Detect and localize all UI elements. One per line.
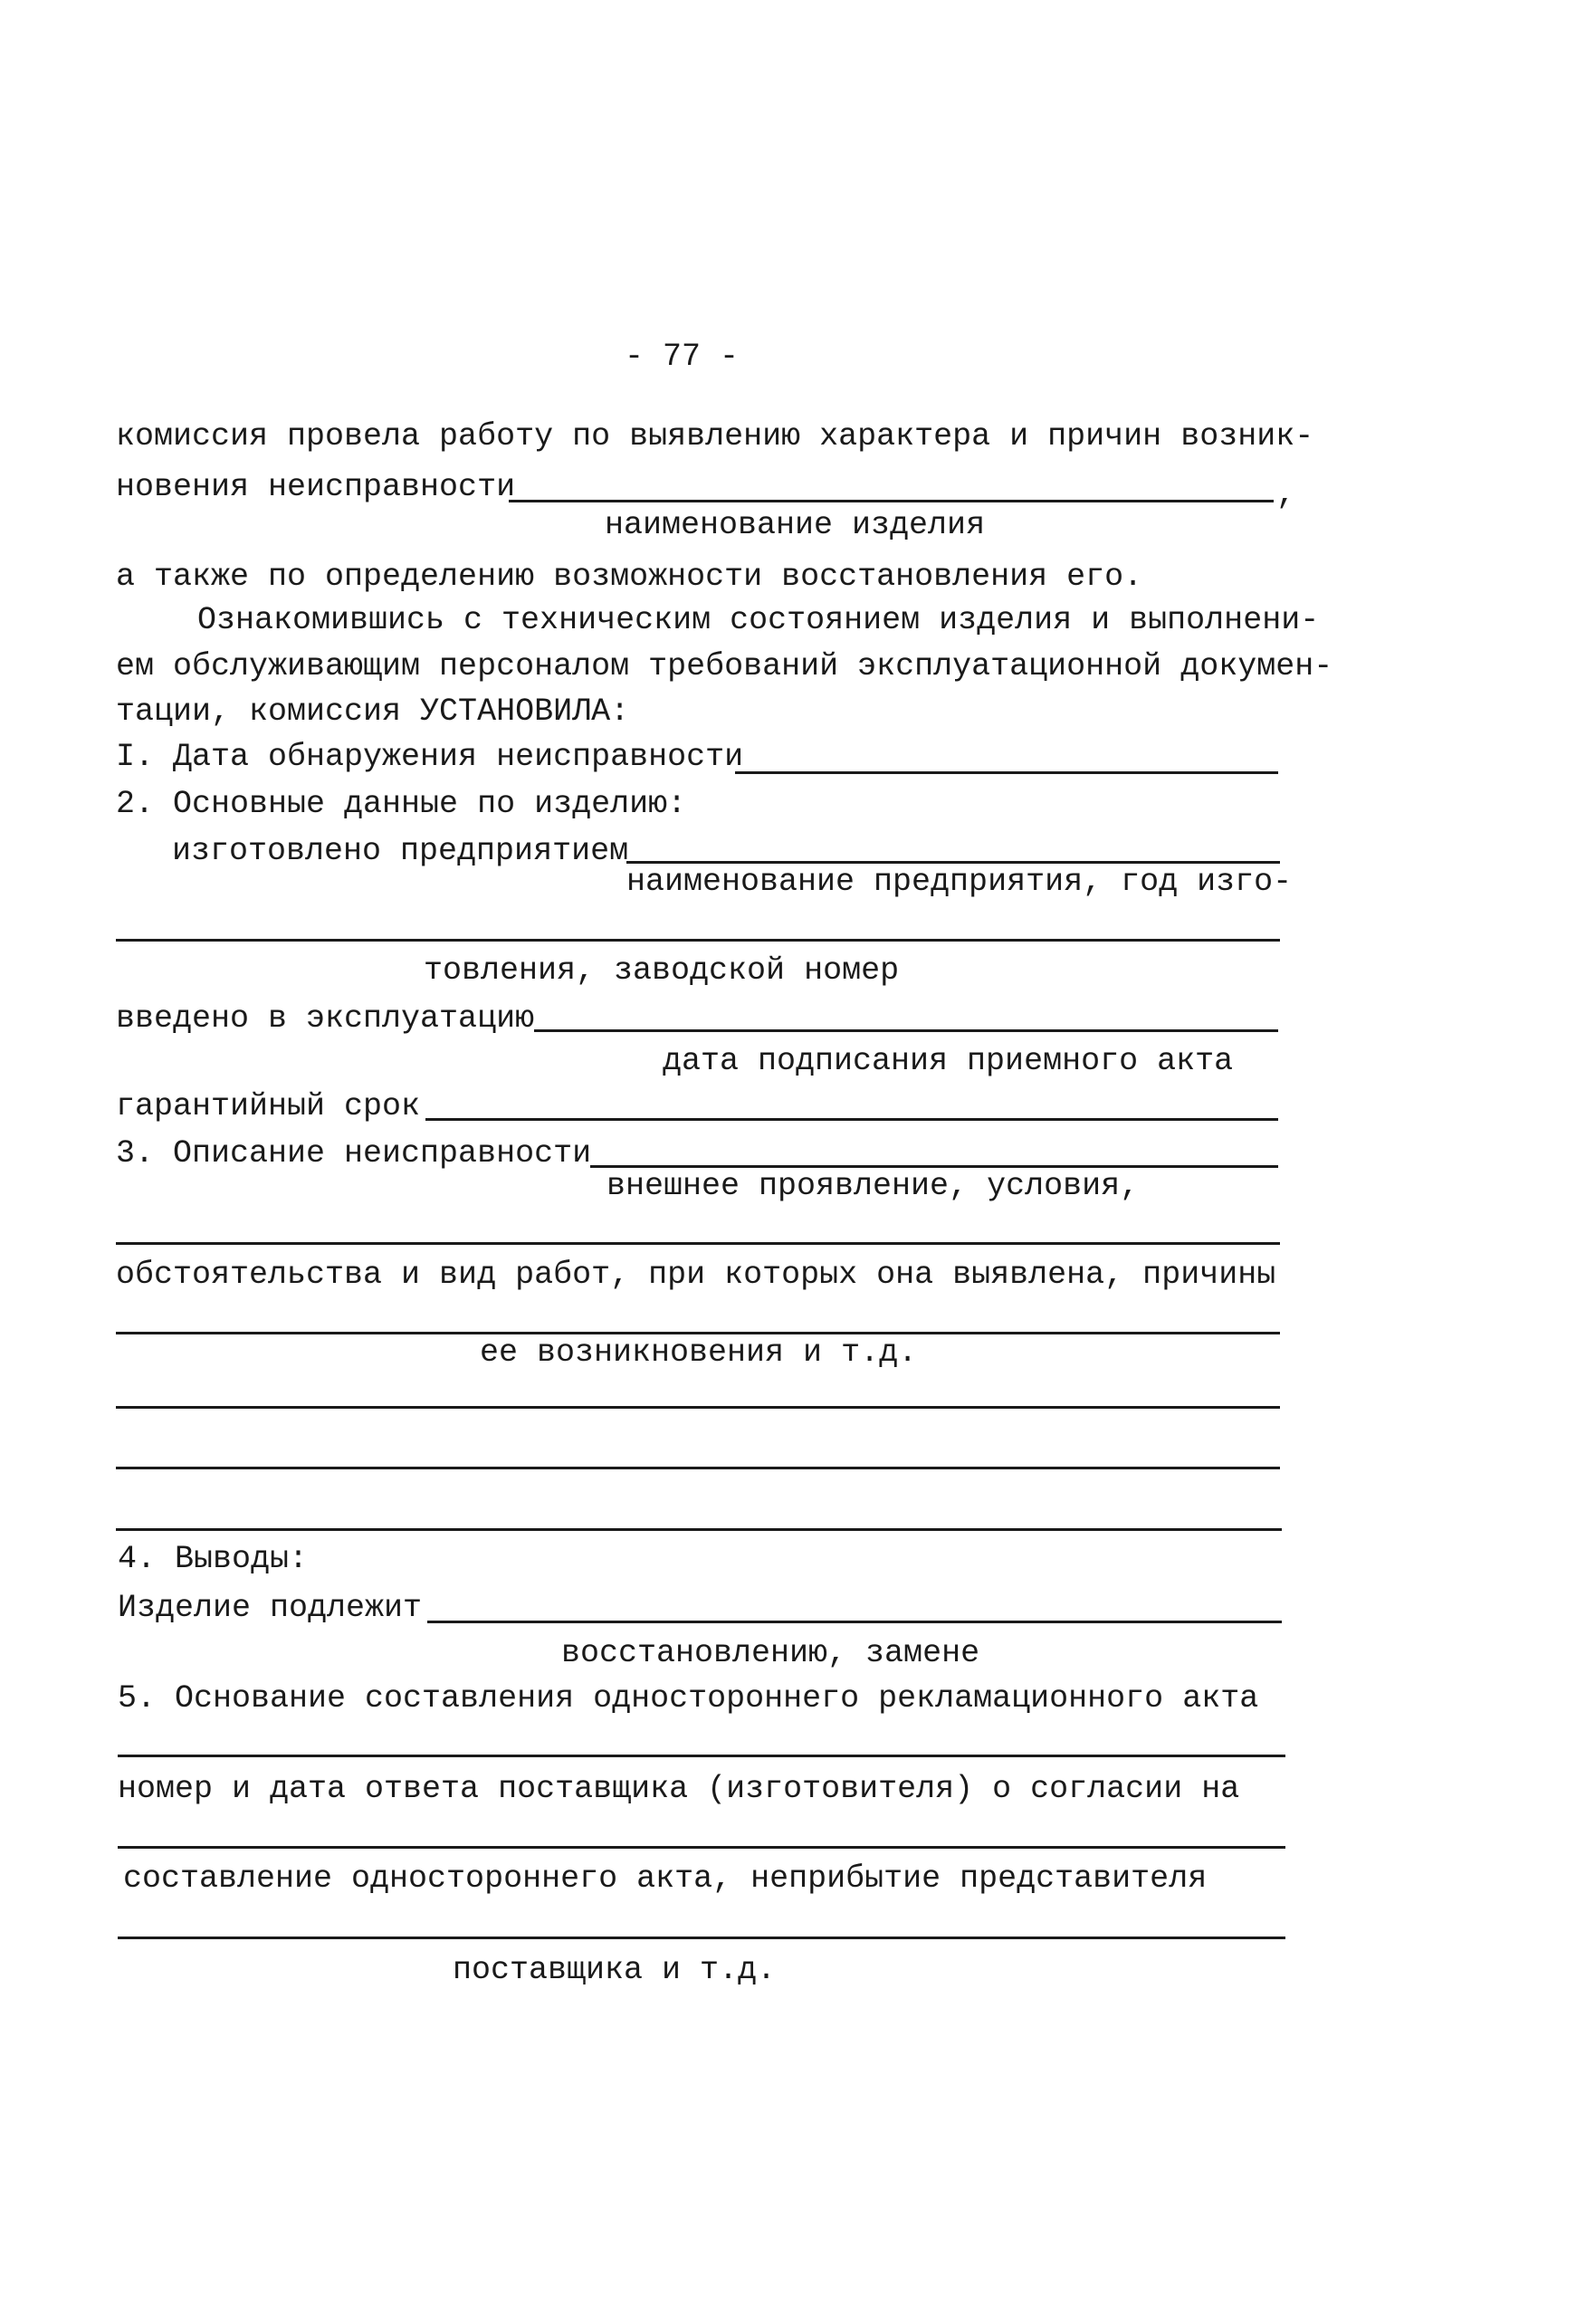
item-name-field[interactable] — [509, 500, 1274, 502]
fault-description-hint-2: обстоятельства и вид работ, при которых она выявлена, причины — [116, 1257, 1276, 1293]
fault-description-hint-1: внешнее проявление, условия, — [606, 1168, 1140, 1204]
fault-description-field-2[interactable] — [116, 1242, 1280, 1245]
manufacturer-hint-1: наименование предприятия, год изго- — [626, 864, 1293, 900]
intro-line-3: а также по определению возможности восстановления его. — [116, 559, 1143, 595]
basis-field-2[interactable] — [118, 1846, 1285, 1849]
commissioned-label: введено в эксплуатацию — [116, 1000, 535, 1037]
warranty-field[interactable] — [425, 1118, 1278, 1121]
item5-label: 5. Основание составления одностороннего рекламационного акта — [118, 1680, 1259, 1717]
subject-label: Изделие подлежит — [118, 1590, 423, 1626]
intro-line-6: тации, комиссия УСТАНОВИЛА: — [116, 693, 630, 730]
intro-line-1: комиссия провела работу по выявлению характера и причин возник- — [116, 418, 1314, 454]
basis-hint-1: номер и дата ответа поставщика (изготовителя) о согласии на — [118, 1771, 1240, 1807]
intro-line-4: Ознакомившись с техническим состоянием изделия и выполнени- — [197, 602, 1320, 638]
page-number: - 77 - — [625, 339, 740, 375]
item1-label: I. Дата обнаружения неисправности — [116, 739, 744, 775]
conclusion-field[interactable] — [427, 1621, 1282, 1623]
basis-field-1[interactable] — [118, 1755, 1285, 1757]
commissioned-date-field[interactable] — [534, 1029, 1278, 1032]
item2-label: 2. Основные данные по изделию: — [116, 786, 687, 822]
intro-line-2-comma: , — [1276, 476, 1296, 512]
item-name-hint: наименование изделия — [605, 507, 986, 543]
basis-field-3[interactable] — [118, 1937, 1285, 1939]
fault-description-hint-3: ее возникновения и т.д. — [480, 1334, 918, 1371]
basis-hint-3: поставщика и т.д. — [453, 1952, 777, 1988]
item4-label: 4. Выводы: — [118, 1541, 309, 1577]
conclusion-hint: восстановлению, замене — [561, 1635, 980, 1671]
item3-label: 3. Описание неисправности — [116, 1135, 592, 1172]
detection-date-field[interactable] — [735, 771, 1278, 774]
manufacturer-hint-2: товления, заводской номер — [424, 952, 900, 989]
intro-line-5: ем обслуживающим персоналом требований эксплуатационной докумен- — [116, 648, 1333, 684]
fault-description-field-4[interactable] — [116, 1406, 1280, 1409]
fault-description-field-6[interactable] — [116, 1528, 1282, 1531]
basis-hint-2: составление одностороннего акта, неприбытие представителя — [123, 1860, 1208, 1897]
intro-line-2: новения неисправности — [116, 469, 516, 505]
fault-description-field-5[interactable] — [116, 1467, 1280, 1469]
manufactured-label: изготовлено предприятием — [172, 833, 629, 869]
manufacturer-field-continued[interactable] — [116, 939, 1280, 942]
commissioned-hint: дата подписания приемного акта — [663, 1043, 1234, 1079]
warranty-label: гарантийный срок — [116, 1088, 421, 1124]
